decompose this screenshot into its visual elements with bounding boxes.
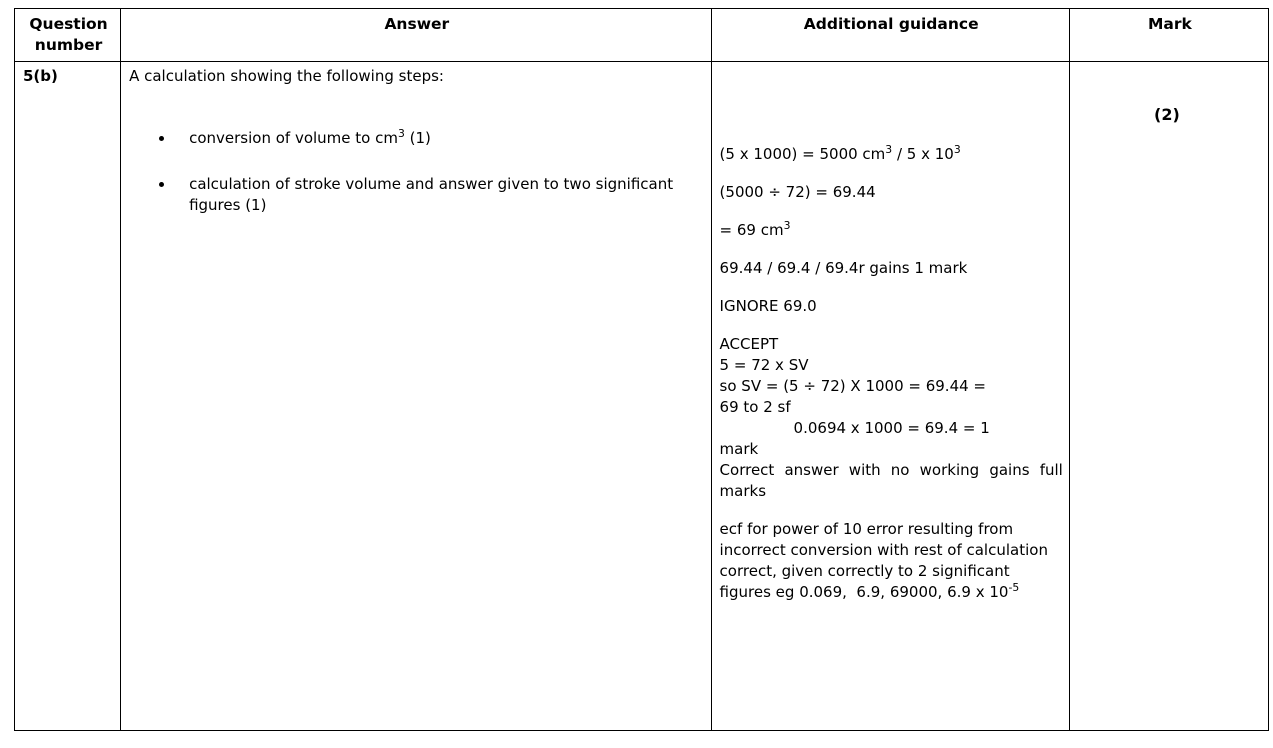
mark-scheme-page xyxy=(0,8,1273,748)
guidance-line-2sf: 69 to 2 sf xyxy=(719,397,791,416)
guidance-line-sv: so SV = (5 ÷ 72) X 1000 = 69.44 = xyxy=(719,376,987,395)
superscript-3: 3 xyxy=(885,142,893,156)
guidance-line-equation: 5 = 72 x SV xyxy=(719,355,809,374)
superscript-3: 3 xyxy=(783,218,791,232)
guidance-line-result: = 69 $cm^3$ xyxy=(719,218,791,239)
guidance-line-ecf: ecf for power of 10 error resulting from incorrect conversion with rest of calculation correct, given correctly to 2 significant figures eg 0.069, 6.9, 69000, 6.9 x $10^{-5}$ xyxy=(719,519,1048,601)
column-header-additional-guidance: Additional guidance xyxy=(711,9,1069,62)
guidance-line-partial-credit: 69.44 / 69.4 / 69.4r gains 1 mark xyxy=(719,258,968,277)
guidance-line-mark: mark xyxy=(719,439,759,458)
column-header-question-number: Question number xyxy=(15,9,121,62)
cell-additional-guidance xyxy=(711,61,1069,730)
cell-question-number: 5(b) xyxy=(15,61,121,730)
superscript-3: 3 xyxy=(953,142,961,156)
list-item: • conversion of volume to $cm^3$ (1) xyxy=(175,128,704,148)
mark-scheme-table xyxy=(14,8,1269,731)
list-item: • calculation of stroke volume and answer given to two significant figures (1) xyxy=(175,174,704,215)
cell-mark xyxy=(1069,61,1268,730)
guidance-line-no-working: Correct answer with no working gains full marks xyxy=(719,460,1063,500)
guidance-line-conversion: (5 x 1000) = 5000 $cm^3 / 5$ x $10^3$ xyxy=(719,142,961,163)
guidance-line-ignore: IGNORE 69.0 xyxy=(719,296,817,315)
answer-step-list xyxy=(129,128,704,215)
table-header-row xyxy=(15,9,1269,62)
guidance-line-alt-calc: 0.0694 x 1000 = 69.4 = 1 xyxy=(793,418,990,437)
cell-answer xyxy=(121,61,711,730)
guidance-line-accept: ACCEPT xyxy=(719,334,779,353)
column-header-mark: Mark xyxy=(1069,9,1268,62)
superscript-minus-5: -5 xyxy=(1008,580,1020,594)
guidance-line-division: (5000 ÷ 72) = 69.44 xyxy=(719,182,876,201)
table-row xyxy=(15,61,1269,730)
mark-value: (2) xyxy=(1154,104,1180,124)
answer-intro-text: A calculation showing the following steps: xyxy=(129,66,444,85)
superscript-3: 3 xyxy=(397,127,405,141)
column-header-answer: Answer xyxy=(121,9,711,62)
